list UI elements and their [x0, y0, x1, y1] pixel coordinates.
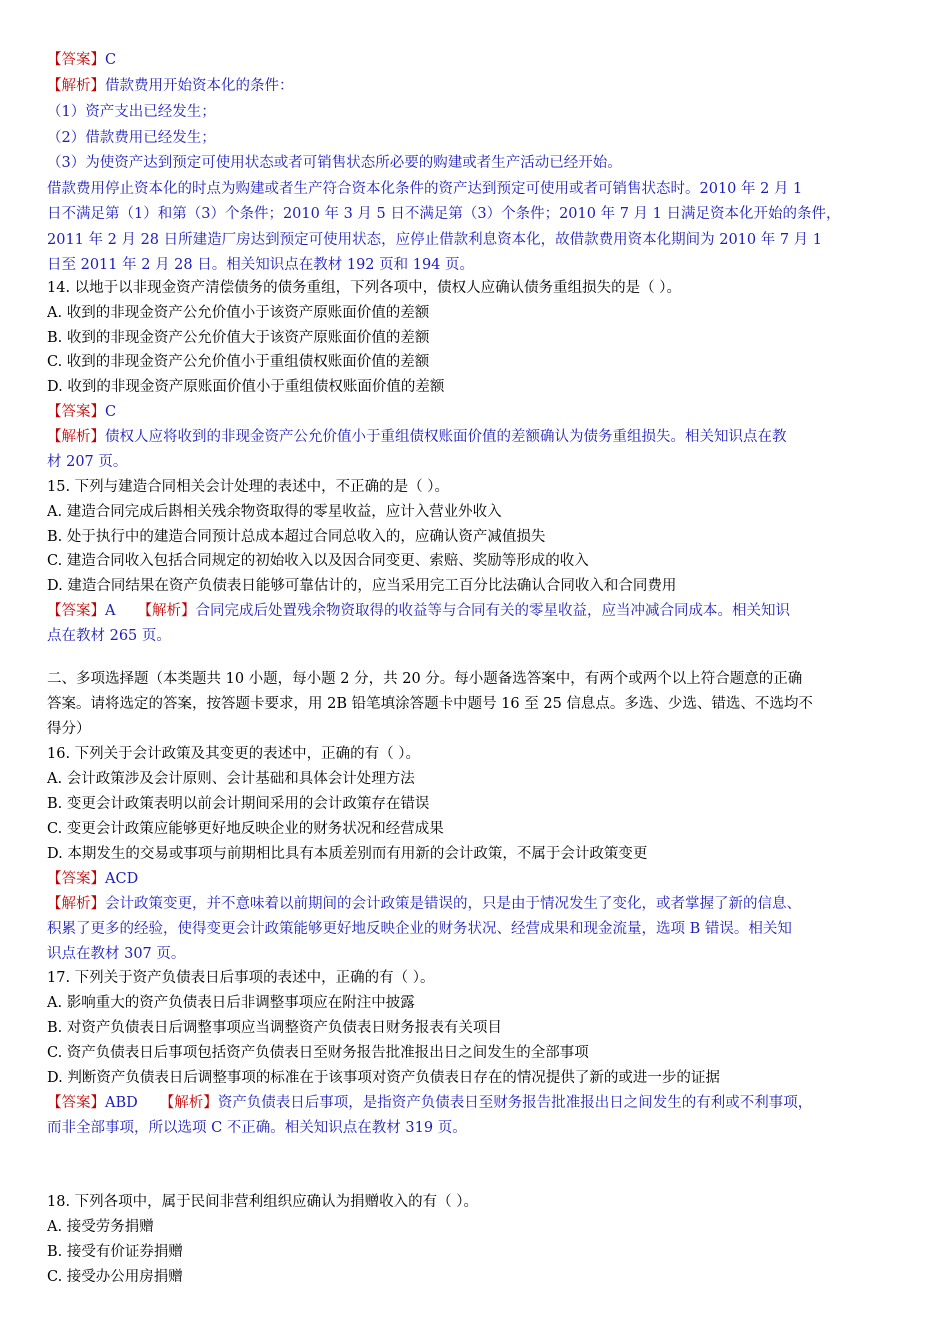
answer-value: ABD: [105, 1095, 138, 1111]
q18-stem: 18. 下列各项中，属于民间非营利组织应确认为捐赠收入的有（ ）。: [47, 1194, 479, 1210]
answer-label: 【答案】: [47, 404, 105, 420]
analysis-label: 【解析】: [137, 603, 196, 619]
condition-1: （1）资产支出已经发生；: [47, 104, 216, 120]
q13-answer-line: [47, 48, 917, 73]
analysis-paragraph-line: 日不满足第（1）和第（3）个条件；2010 年 3 月 5 日不满足第（3）个条件；2010 年 7 月 1 日满足资本化开始的条件，: [47, 206, 841, 222]
q17-answer-line: [47, 1091, 917, 1116]
analysis-title: 借款费用开始资本化的条件：: [105, 78, 294, 94]
q18-option-b: B. 接受有价证券捐赠: [47, 1244, 183, 1260]
q15-option-b: B. 处于执行中的建造合同预计总成本超过合同总收入的，应确认资产减值损失: [47, 529, 546, 545]
q14-option-d: D. 收到的非现金资产原账面价值小于重组债权账面价值的差额: [47, 379, 445, 395]
q14-stem: 14. 以地于以非现金资产清偿债务的债务重组，下列各项中，债权人应确认债务重组损失的是（ ）。: [47, 280, 682, 296]
answer-value: ACD: [105, 871, 139, 887]
q16-analysis-line: 识点在教材 307 页。: [47, 946, 186, 962]
section-heading-line: 得分）: [47, 721, 91, 737]
q14-option-a: A. 收到的非现金资产公允价值小于该资产原账面价值的差额: [47, 305, 430, 321]
q15-answer-line: [47, 599, 917, 624]
analysis-label: 【解析】: [159, 1095, 218, 1111]
q16-option-b: B. 变更会计政策表明以前会计期间采用的会计政策存在错误: [47, 796, 430, 812]
analysis-label: 【解析】: [47, 429, 105, 445]
q16-option-a: A. 会计政策涉及会计原则、会计基础和具体会计处理方法: [47, 771, 415, 787]
q14-analysis-line: 材 207 页。: [47, 454, 128, 470]
section-heading-line: 答案。请将选定的答案，按答题卡要求，用 2B 铅笔填涂答题卡中题号 16 至 25 信息点。多选、少选、错选、不选均不: [47, 696, 813, 712]
q16-option-c: C. 变更会计政策应能够更好地反映企业的财务状况和经营成果: [47, 821, 444, 837]
q17-option-c: C. 资产负债表日后事项包括资产负债表日至财务报告批准报出日之间发生的全部事项: [47, 1045, 589, 1061]
q17-analysis-line: 而非全部事项，所以选项 C 不正确。相关知识点在教材 319 页。: [47, 1120, 467, 1136]
answer-label: 【答案】: [47, 603, 105, 619]
q14-analysis-line: [47, 425, 917, 450]
q17-option-b: B. 对资产负债表日后调整事项应当调整资产负债表日财务报表有关项目: [47, 1020, 502, 1036]
condition-3: （3）为使资产达到预定可使用状态或者可销售状态所必要的购建或者生产活动已经开始。: [47, 155, 622, 171]
q18-option-c: C. 接受办公用房捐赠: [47, 1269, 183, 1285]
condition-2: （2）借款费用已经发生；: [47, 130, 216, 146]
answer-value: C: [105, 404, 117, 420]
q18-option-a: A. 接受劳务捐赠: [47, 1219, 154, 1235]
analysis-paragraph-line: 借款费用停止资本化的时点为购建或者生产符合资本化条件的资产达到预定可使用或者可销售状态时。2010 年 2 月 1: [47, 181, 803, 197]
answer-label: 【答案】: [47, 52, 105, 68]
analysis-text: 合同完成后处置残余物资取得的收益等与合同有关的零星收益，应当冲减合同成本。相关知识: [195, 603, 790, 619]
q16-stem: 16. 下列关于会计政策及其变更的表述中，正确的有（ ）。: [47, 746, 421, 762]
q17-option-a: A. 影响重大的资产负债表日后非调整事项应在附注中披露: [47, 995, 415, 1011]
answer-value: A: [105, 603, 116, 619]
q14-option-b: B. 收到的非现金资产公允价值大于该资产原账面价值的差额: [47, 330, 430, 346]
q16-analysis-line: 积累了更多的经验，使得变更会计政策能够更好地反映企业的财务状况、经营成果和现金流量，选项 B 错误。相关知: [47, 921, 792, 937]
q14-option-c: C. 收到的非现金资产公允价值小于重组债权账面价值的差额: [47, 354, 430, 370]
q15-option-c: C. 建造合同收入包括合同规定的初始收入以及因合同变更、索赔、奖励等形成的收入: [47, 553, 589, 569]
answer-value: C: [105, 52, 117, 68]
q15-stem: 15. 下列与建造合同相关会计处理的表述中，不正确的是（ ）。: [47, 479, 450, 495]
analysis-label: 【解析】: [47, 78, 105, 94]
q16-option-d: D. 本期发生的交易或事项与前期相比具有本质差别而有用新的会计政策，不属于会计政策变更: [47, 846, 648, 862]
q13-analysis-line: [47, 74, 917, 99]
analysis-paragraph-line: 2011 年 2 月 28 日所建造厂房达到预定可使用状态，应停止借款利息资本化，故借款费用资本化期间为 2010 年 7 月 1: [47, 232, 823, 248]
analysis-text: 债权人应将收到的非现金资产公允价值小于重组债权账面价值的差额确认为债务重组损失。相关知识点在教: [105, 429, 787, 445]
q17-option-d: D. 判断资产负债表日后调整事项的标准在于该事项对资产负债表日存在的情况提供了新的或进一步的证据: [47, 1070, 720, 1086]
section-heading-line: 二、多项选择题（本类题共 10 小题，每小题 2 分，共 20 分。每小题备选答案中，有两个或两个以上符合题意的正确: [47, 671, 803, 687]
analysis-text: 会计政策变更，并不意味着以前期间的会计政策是错误的，只是由于情况发生了变化，或者掌握了新的信息、: [105, 896, 801, 912]
q17-stem: 17. 下列关于资产负债表日后事项的表述中，正确的有（ ）。: [47, 970, 435, 986]
analysis-paragraph-line: 日至 2011 年 2 月 28 日。相关知识点在教材 192 页和 194 页。: [47, 257, 475, 273]
answer-label: 【答案】: [47, 871, 105, 887]
q16-answer-line: [47, 867, 917, 892]
analysis-text: 资产负债表日后事项，是指资产负债表日至财务报告批准报出日之间发生的有利或不利事项，: [217, 1095, 813, 1111]
answer-label: 【答案】: [47, 1095, 105, 1111]
q14-answer-line: [47, 400, 917, 425]
q15-option-d: D. 建造合同结果在资产负债表日能够可靠估计的，应当采用完工百分比法确认合同收入和合同费用: [47, 578, 677, 594]
q16-analysis-line: [47, 892, 927, 917]
q15-option-a: A. 建造合同完成后斟相关残余物资取得的零星收益，应计入营业外收入: [47, 504, 502, 520]
q15-analysis-line: 点在教材 265 页。: [47, 628, 171, 644]
analysis-label: 【解析】: [47, 896, 105, 912]
